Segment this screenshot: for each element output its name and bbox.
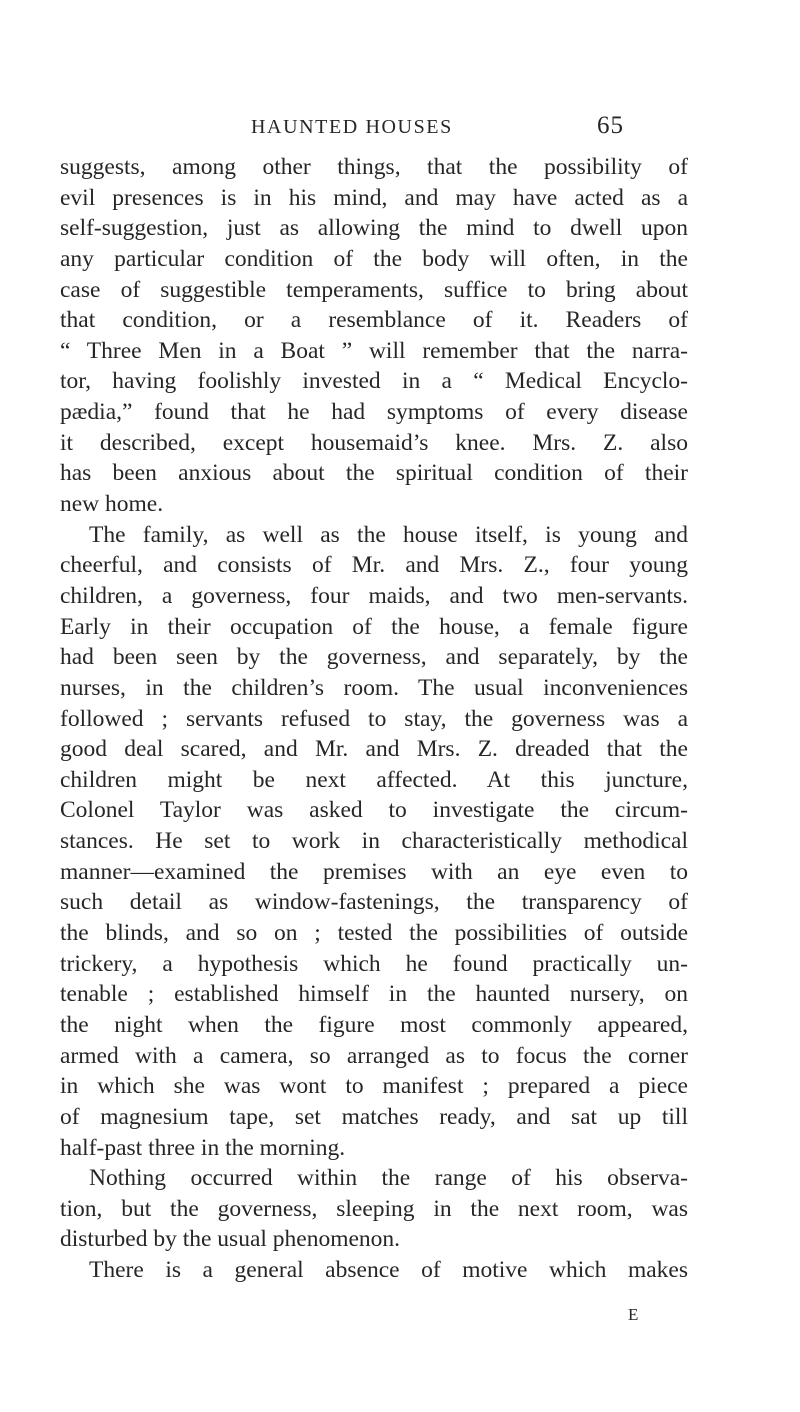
text-line: children, a governess, four maids, and two men-servants.: [60, 582, 688, 609]
text-line: good deal scared, and Mr. and Mrs. Z. dreaded that the: [60, 736, 688, 763]
text-line: manner—examined the premises with an eye even to: [60, 858, 688, 885]
paragraph-start-line: Nothing occurred within the range of his observa-: [89, 1165, 688, 1192]
text-line: Early in their occupation of the house, a female figure: [60, 613, 688, 640]
text-line: in which she was wont to manifest ; prepared a piece: [60, 1073, 688, 1100]
text-line: stances. He set to work in characteristically methodical: [60, 828, 688, 855]
text-line: it described, except housemaid’s knee. Mrs. Z. also: [60, 429, 688, 456]
text-line: has been anxious about the spiritual condition of their: [60, 460, 688, 487]
text-line: any particular condition of the body will often, in the: [60, 245, 688, 272]
text-line: Colonel Taylor was asked to investigate the circum-: [60, 797, 688, 824]
text-line: armed with a camera, so arranged as to focus the corner: [60, 1042, 688, 1069]
text-line: the blinds, and so on ; tested the possibilities of outside: [60, 920, 688, 947]
text-line: of magnesium tape, set matches ready, and sat up till: [60, 1103, 688, 1130]
paragraph-end-line: disturbed by the usual phenomenon.: [60, 1226, 401, 1253]
text-line: tenable ; established himself in the haunted nursery, on: [60, 981, 688, 1008]
text-line: tor, having foolishly invested in a “ Medical Encyclo-: [60, 368, 688, 395]
text-line: evil presences is in his mind, and may have acted as a: [60, 184, 688, 211]
text-line: that condition, or a resemblance of it. Readers of: [60, 307, 688, 334]
text-line: had been seen by the governess, and separately, by the: [60, 644, 688, 671]
paragraph-start-line: The family, as well as the house itself, is young and: [89, 521, 688, 548]
text-line: case of suggestible temperaments, suffice to bring about: [60, 276, 688, 303]
text-line: “ Three Men in a Boat ” will remember that the narra-: [60, 337, 688, 364]
text-line: suggests, among other things, that the possibility of: [60, 154, 688, 180]
paragraph-end-line: half-past three in the morning.: [60, 1134, 346, 1161]
page-number: 65: [597, 112, 624, 139]
text-line: cheerful, and consists of Mr. and Mrs. Z., four young: [60, 552, 688, 579]
text-line: the night when the figure most commonly appeared,: [60, 1011, 688, 1038]
text-line: children might be next affected. At this juncture,: [60, 766, 688, 793]
paragraph-end-line: new home.: [60, 491, 164, 518]
text-line: tion, but the governess, sleeping in the next room, was: [60, 1195, 688, 1222]
text-line: pædia,” found that he had symptoms of every disease: [60, 399, 688, 426]
text-line: followed ; servants refused to stay, the governess was a: [60, 705, 688, 732]
text-line: nurses, in the children’s room. The usual inconveniences: [60, 674, 688, 701]
text-line: self-suggestion, just as allowing the mind to dwell upon: [60, 215, 688, 242]
body-text: [60, 152, 688, 1286]
signature-mark: E: [628, 1305, 640, 1324]
text-line: trickery, a hypothesis which he found practically un-: [60, 950, 688, 977]
running-title: HAUNTED HOUSES: [251, 116, 453, 138]
running-head: [0, 112, 800, 144]
paragraph-start-line: There is a general absence of motive which makes: [89, 1257, 688, 1284]
text-line: such detail as window-fastenings, the transparency of: [60, 889, 688, 916]
